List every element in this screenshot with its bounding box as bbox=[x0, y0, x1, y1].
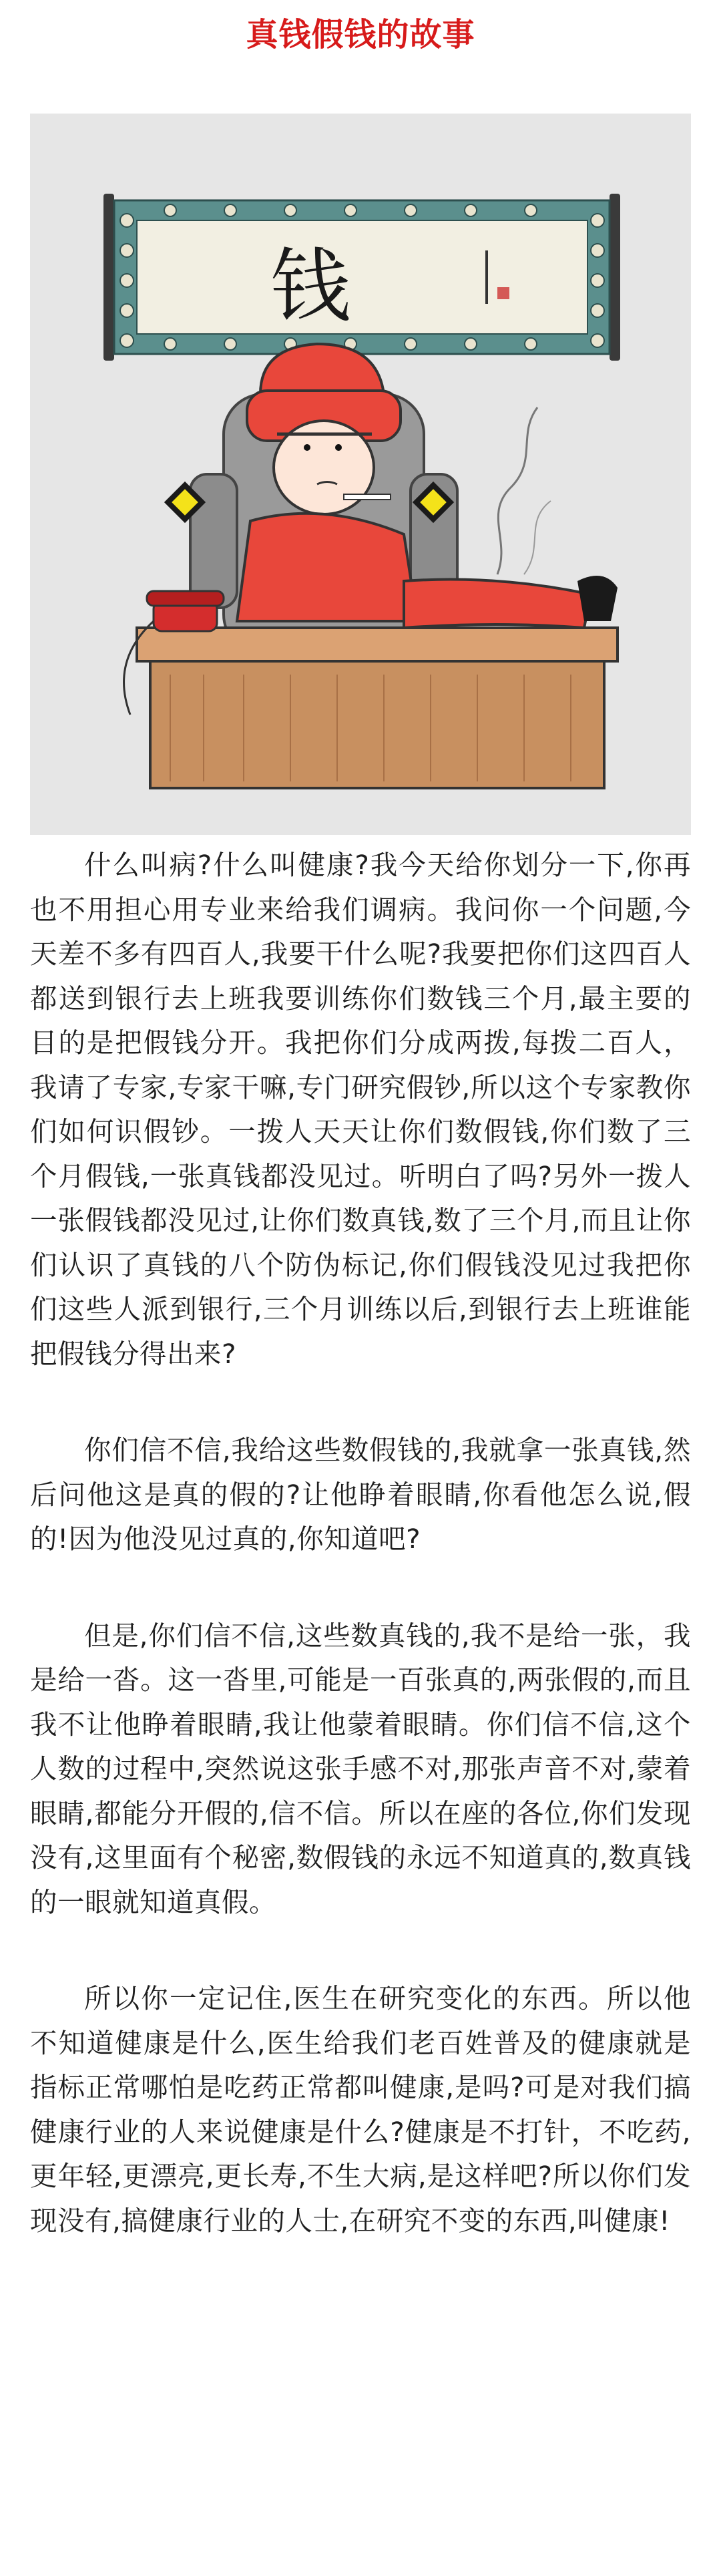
paragraph: 你们信不信,我给这些数假钱的,我就拿一张真钱,然后问他这是真的假的?让他睁着眼睛,你看他怎么说,假的!因为他没见过真的,你知道吧? bbox=[30, 1434, 691, 1555]
paragraph: 但是,你们信不信,这些数真钱的,我不是给一张，我是给一沓。这一沓里,可能是一百张真的,两张假的,而且我不让他睁着眼睛,我让他蒙着眼睛。你们信不信,这个人数的过程中,突然说这张手感不对,那张声音不对,蒙着眼睛,都能分开假的,信不信。所以在座的各位,你们发现没有,这里面有个秘密,数假钱的永远不知道真的,数真钱的一眼就知道真假。 bbox=[30, 1619, 691, 1918]
hanging-scroll bbox=[103, 194, 620, 361]
cartoon-svg bbox=[30, 114, 691, 835]
cartoon-illustration bbox=[30, 114, 691, 835]
article-title: 真钱假钱的故事 bbox=[246, 16, 475, 53]
wooden-desk bbox=[137, 628, 618, 788]
paragraph: 什么叫病?什么叫健康?我今天给你划分一下,你再也不用担心用专业来给我们调病。我问你一个问题,今天差不多有四百人,我要干什么呢?我要把你们这四百人都送到银行去上班我要训练你们数钱三个月,最主要的目的是把假钱分开。我把你们分成两拨,每拨二百人，我请了专家,专家干嘛,专门研究假钞,所以这个专家教你们如何识假钞。一拨人天天让你们数假钱,你们数了三个月假钱,一张真钱都没见过。听明白了吗?另外一拨人一张假钱都没见过,让你们数真钱,数了三个月,而且让你们认识了真钱的八个防伪标记,你们假钱没见过我把你们这些人派到银行,三个月训练以后,到银行去上班谁能把假钱分得出来? bbox=[30, 849, 691, 1370]
paragraph: 所以你一定记住,医生在研究变化的东西。所以他不知道健康是什么,医生给我们老百姓普及的健康就是指标正常哪怕是吃药正常都叫健康,是吗?可是对我们搞健康行业的人来说健康是什么?健康是不打针，不吃药,更年轻,更漂亮,更长寿,不生大病,是这样吧?所以你们发现没有,搞健康行业的人士,在研究不变的东西,叫健康! bbox=[30, 1982, 691, 2237]
scroll-calligraphy: 钱 bbox=[270, 240, 350, 333]
article-body bbox=[30, 843, 691, 2295]
